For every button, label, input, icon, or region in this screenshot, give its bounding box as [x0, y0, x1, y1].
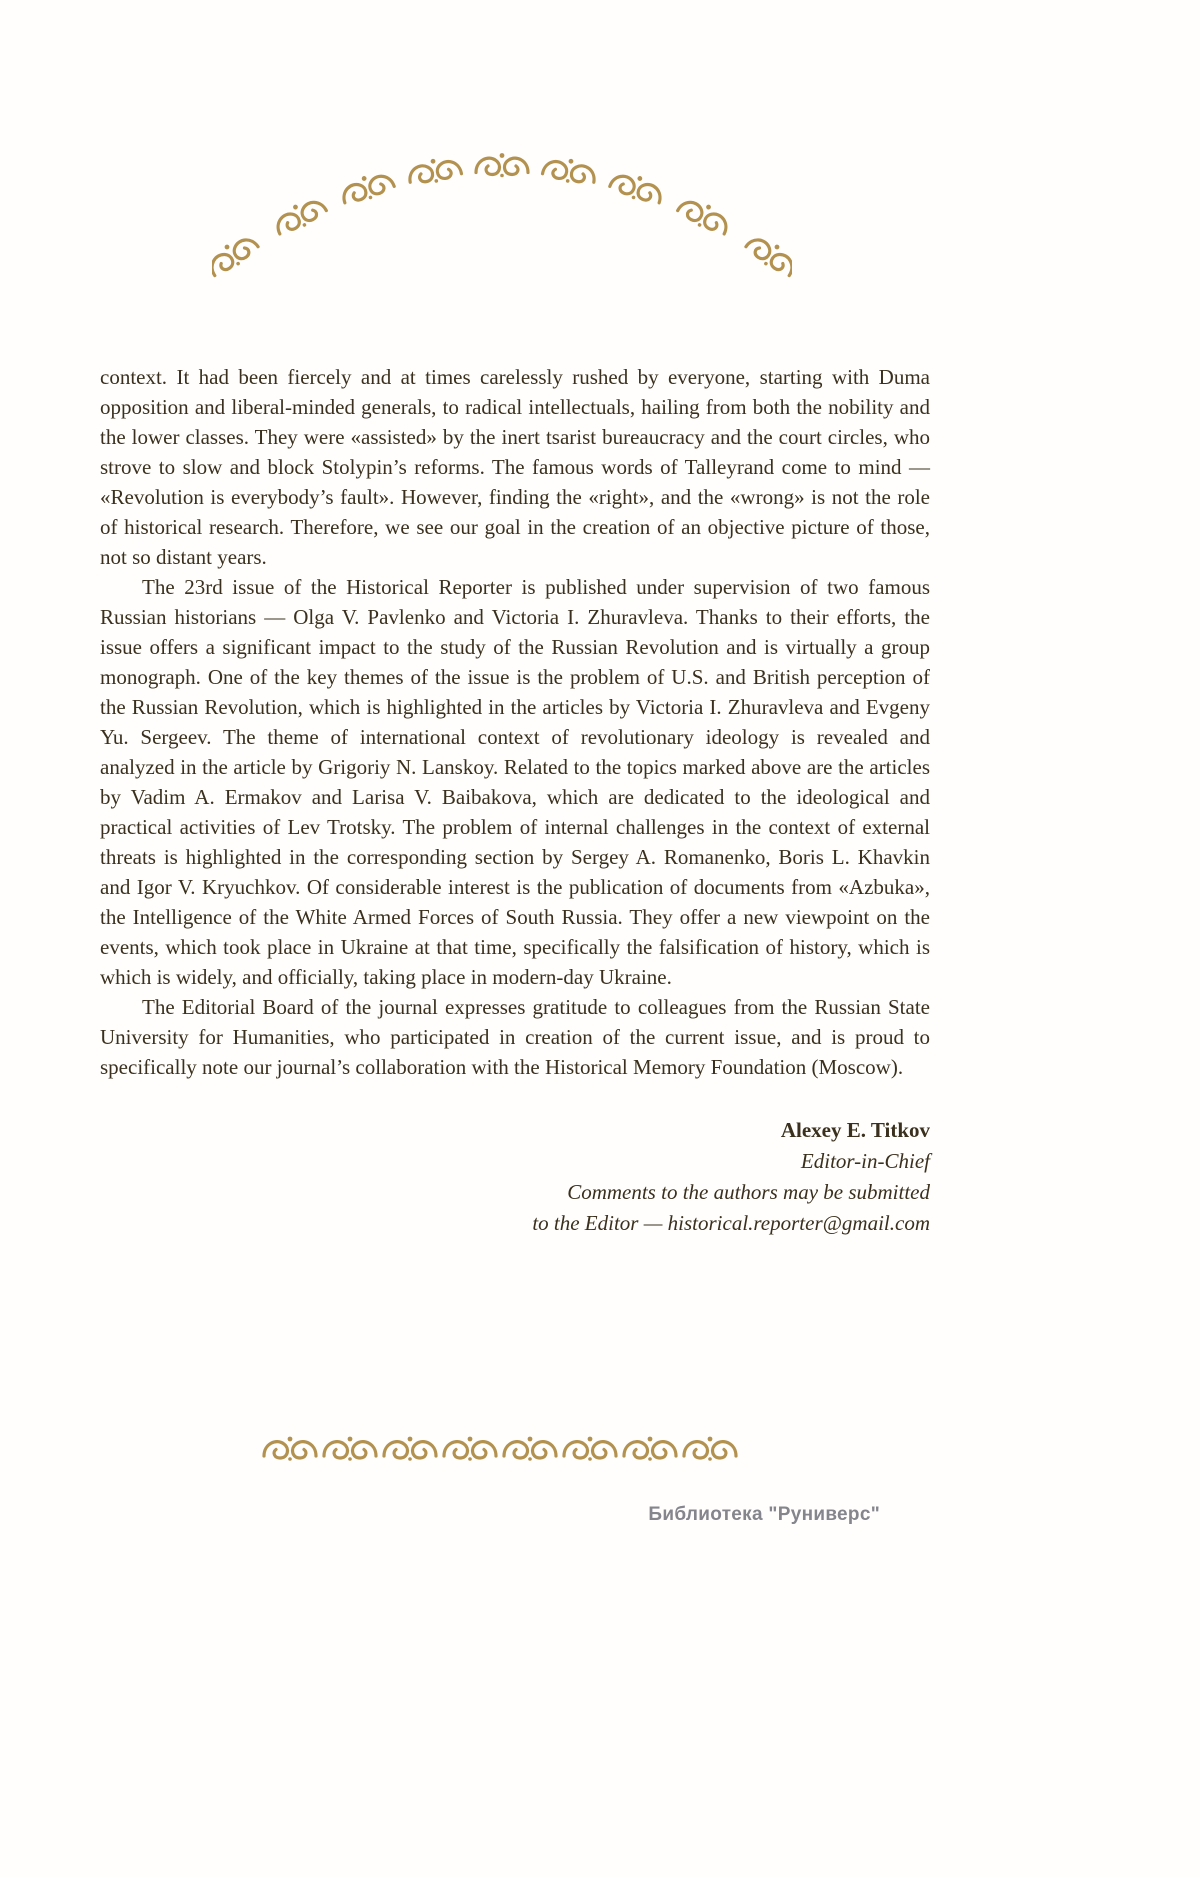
signature-block	[100, 1114, 930, 1239]
paragraph-3: The Editorial Board of the journal expresses gratitude to colleagues from the Russian State University for Humanities, who participated in creation of the current issue, and is proud to specifically note our journal’s collaboration with the Historical Memory Foundation (Moscow).	[100, 995, 930, 1079]
signature-name: Alexey E. Titkov	[780, 1118, 930, 1142]
signature-note-line-2: to the Editor — historical.reporter@gmail.com	[532, 1211, 930, 1235]
top-floral-ornament	[212, 132, 792, 287]
floral-scroll-arc-icon	[212, 132, 792, 287]
paragraph-2: The 23rd issue of the Historical Reporter is published under supervision of two famous Russian historians — Olga V. Pavlenko and Victoria I. Zhuravleva. Thanks to their efforts, the issue offers a significant impact to the study of the Russian Revolution and is virtually a group monograph. One of the key themes of the issue is the problem of U.S. and British perception of the Russian Revolution, which is highlighted in the articles by Victoria I. Zhuravleva and Evgeny Yu. Sergeev. The theme of international context of revolutionary ideology is revealed and analyzed in the article by Grigoriy N. Lanskoy. Related to the topics marked above are the articles by Vadim A. Ermakov and Larisa V. Baibakova, which are dedicated to the ideological and practical activities of Lev Trotsky. The problem of internal challenges in the context of external threats is highlighted in the corresponding section by Sergey A. Romanenko, Boris L. Khavkin and Igor V. Kryuchkov. Of considerable interest is the publication of documents from «Azbuka», the Intelligence of the White Armed Forces of South Russia. They offer a new viewpoint on the events, which took place in Ukraine at that time, specifically the falsification of history, which is which is widely, and officially, taking place in modern-day Ukraine.	[100, 575, 930, 989]
watermark: Библиотека "Руниверс"	[648, 1504, 880, 1525]
text-block	[100, 362, 930, 1239]
signature-role: Editor-in-Chief	[800, 1149, 930, 1173]
signature-note-line-1: Comments to the authors may be submitted	[567, 1180, 930, 1204]
floral-scroll-band-icon	[255, 1424, 745, 1472]
paragraph-1: context. It had been fiercely and at times carelessly rushed by everyone, starting with Duma opposition and liberal-minded generals, to radical intellectuals, hailing from both the nobility and the lower classes. They were «assisted» by the inert tsarist bureaucracy and the court circles, who strove to slow and block Stolypin’s reforms. The famous words of Talleyrand come to mind — «Revolution is everybody’s fault». However, finding the «right», and the «wrong» is not the role of historical research. Therefore, we see our goal in the creation of an objective picture of those, not so distant years.	[100, 365, 930, 569]
bottom-floral-ornament	[255, 1424, 745, 1472]
